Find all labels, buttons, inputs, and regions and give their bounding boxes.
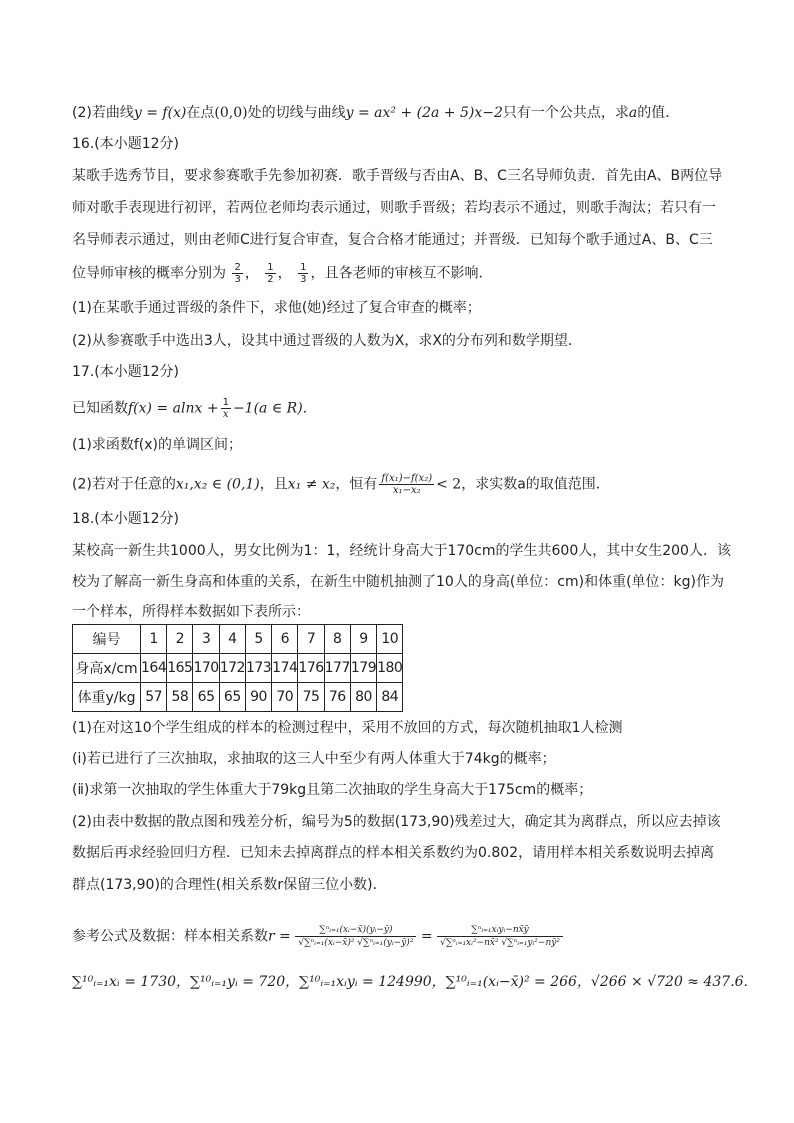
table-cell: 180 (377, 654, 403, 683)
correlation-formula-alt: $\frac{\text{∑ⁿᵢ₌₁xᵢyᵢ−nx̄ȳ}}{\text{√∑ⁿᵢ₌₁xᵢ²−nx̄² √∑ⁿᵢ₌₁yᵢ²−nȳ²}}$ (437, 924, 563, 949)
table-row (73, 683, 403, 712)
q18-data-line: ∑¹⁰ᵢ₌₁xᵢ = 1730，∑¹⁰ᵢ₌₁yᵢ = 720，∑¹⁰ᵢ₌₁xᵢyᵢ = 124990，∑¹⁰ᵢ₌₁(xᵢ−x̄)² = 266，√266 × √720 ≈ 437.6. (72, 974, 749, 990)
table-cell: 170 (193, 654, 219, 683)
fraction: $\frac{2}{3}$ (234, 262, 241, 285)
q15-part2: (2)若曲线y = f(x)在点(0,0)处的切线与曲线y = ax² + (2a + 5)x−2只有一个公共点，求a的值． (72, 105, 680, 121)
table-cell: 165 (167, 654, 193, 683)
table-cell: 8 (324, 625, 350, 654)
fraction: $\frac{1}{3}$ (300, 262, 307, 285)
q18-reference: 参考公式及数据：样本相关系数r = $\frac{\text{∑ⁿᵢ₌₁(xᵢ−x̄)(yᵢ−ȳ)}}{\text{√∑ⁿᵢ₌₁(xᵢ−x̄)² √∑ⁿᵢ₌₁(yᵢ−ȳ)²}}$ = $\frac{\text{∑ⁿᵢ₌₁xᵢyᵢ−nx̄ȳ}}{\text{√∑ⁿᵢ₌₁xᵢ²−nx̄² √∑ⁿᵢ₌₁yᵢ²−nȳ²}}$ (72, 924, 563, 949)
q16-line-2: 师对歌手表现进行初评，若两位老师均表示通过，则歌手晋级；若均表示不通过，则歌手淘汰；若只有一 (72, 200, 716, 216)
table-cell: 57 (141, 683, 167, 712)
table-cell: 4 (219, 625, 245, 654)
table-cell: 3 (193, 625, 219, 654)
row-label: 体重y/kg (73, 683, 141, 712)
q18-after-2: (ⅰ)若已进行了三次抽取，求抽取的这三人中至少有两人体重大于74kg的概率； (72, 751, 556, 767)
q18-line-1: 某校高一新生共1000人，男女比例为1：1，经统计身高大于170cm的学生共600人，其中女生200人．该 (72, 543, 731, 559)
fraction: $\frac{1}{x}$ (222, 397, 229, 420)
q18-after-5: 数据后再求经验回归方程．已知未去掉离群点的样本相关系数约为0.802，请用样本相关系数说明去掉离 (72, 845, 715, 861)
q16-part1: (1)在某歌手通过晋级的条件下，求他(她)经过了复合审查的概率； (72, 300, 481, 316)
table-cell: 172 (219, 654, 245, 683)
q16-header: 16.(本小题12分) (72, 136, 180, 152)
table-cell: 80 (350, 683, 376, 712)
row-label: 编号 (73, 625, 141, 654)
q18-line-2: 校为了解高一新生身高和体重的关系，在新生中随机抽测了10人的身高(单位：cm)和体重(单位：kg)作为 (72, 574, 724, 590)
table-cell: 174 (272, 654, 298, 683)
table-cell: 58 (167, 683, 193, 712)
table-cell: 70 (272, 683, 298, 712)
q18-header: 18.(本小题12分) (72, 511, 180, 527)
table-cell: 10 (377, 625, 403, 654)
table-cell: 75 (298, 683, 324, 712)
q17-part1: (1)求函数f(x)的单调区间； (72, 437, 242, 453)
q16-part2: (2)从参赛歌手中选出3人，设其中通过晋级的人数为X，求X的分布列和数学期望． (72, 333, 582, 349)
q18-after-1: (1)在对这10个学生组成的样本的检测过程中，采用不放回的方式，每次随机抽取1人检测 (72, 720, 623, 736)
fraction: $\frac{1}{2}$ (267, 262, 274, 285)
q18-after-4: (2)由表中数据的散点图和残差分析，编号为5的数据(173,90)残差过大，确定其为离群点，所以应去掉该 (72, 814, 721, 830)
table-cell: 7 (298, 625, 324, 654)
table-cell: 164 (141, 654, 167, 683)
q17-header: 17.(本小题12分) (72, 364, 180, 380)
table-cell: 173 (245, 654, 271, 683)
row-label: 身高x/cm (73, 654, 141, 683)
table-cell: 2 (167, 625, 193, 654)
q17-given: 已知函数f(x) = alnx + $\frac{1}{x}$ −1(a ∈ R)． (72, 397, 317, 420)
table-cell: 1 (141, 625, 167, 654)
table-row (73, 625, 403, 654)
table-cell: 6 (272, 625, 298, 654)
q17-part2: (2)若对于任意的x₁,x₂ ∈ (0,1)，且x₁ ≠ x₂，恒有 $\frac{\text{f(x₁)−f(x₂)}}{\text{x₁−x₂}}$ < 2，求实数a的取值范围． (72, 473, 610, 496)
table-cell: 84 (377, 683, 403, 712)
q16-line-3: 名导师表示通过，则由老师C进行复合审查，复合合格才能通过；并晋级．已知每个歌手通过A、B、C三 (72, 232, 713, 248)
sample-data-table (72, 624, 403, 712)
table-cell: 65 (219, 683, 245, 712)
q18-line-3: 一个样本，所得样本数据如下表所示： (72, 604, 310, 620)
table-cell: 76 (324, 683, 350, 712)
q18-after-3: (ⅱ)求第一次抽取的学生体重大于79kg且第二次抽取的学生身高大于175cm的概率； (72, 782, 593, 798)
q18-after-6: 群点(173,90)的合理性(相关系数r保留三位小数)． (72, 877, 387, 893)
table-cell: 179 (350, 654, 376, 683)
table-cell: 65 (193, 683, 219, 712)
table-cell: 177 (324, 654, 350, 683)
table-cell: 90 (245, 683, 271, 712)
q16-line-1: 某歌手选秀节目，要求参赛歌手先参加初赛．歌手晋级与否由A、B、C三名导师负责．首先由A、B两位导 (72, 168, 723, 184)
table-cell: 176 (298, 654, 324, 683)
table-cell: 9 (350, 625, 376, 654)
table-cell: 5 (245, 625, 271, 654)
fraction: $\frac{\text{f(x₁)−f(x₂)}}{\text{x₁−x₂}}$ (381, 473, 433, 496)
table-row (73, 654, 403, 683)
correlation-formula: $\frac{\text{∑ⁿᵢ₌₁(xᵢ−x̄)(yᵢ−ȳ)}}{\text{√∑ⁿᵢ₌₁(xᵢ−x̄)² √∑ⁿᵢ₌₁(yᵢ−ȳ)²}}$ (295, 924, 416, 949)
q16-line-4: 位导师审核的概率分别为 $\frac{2}{3}$ ， $\frac{1}{2}$ ， $\frac{1}{3}$ ，且各老师的审核互不影响． (72, 262, 493, 285)
